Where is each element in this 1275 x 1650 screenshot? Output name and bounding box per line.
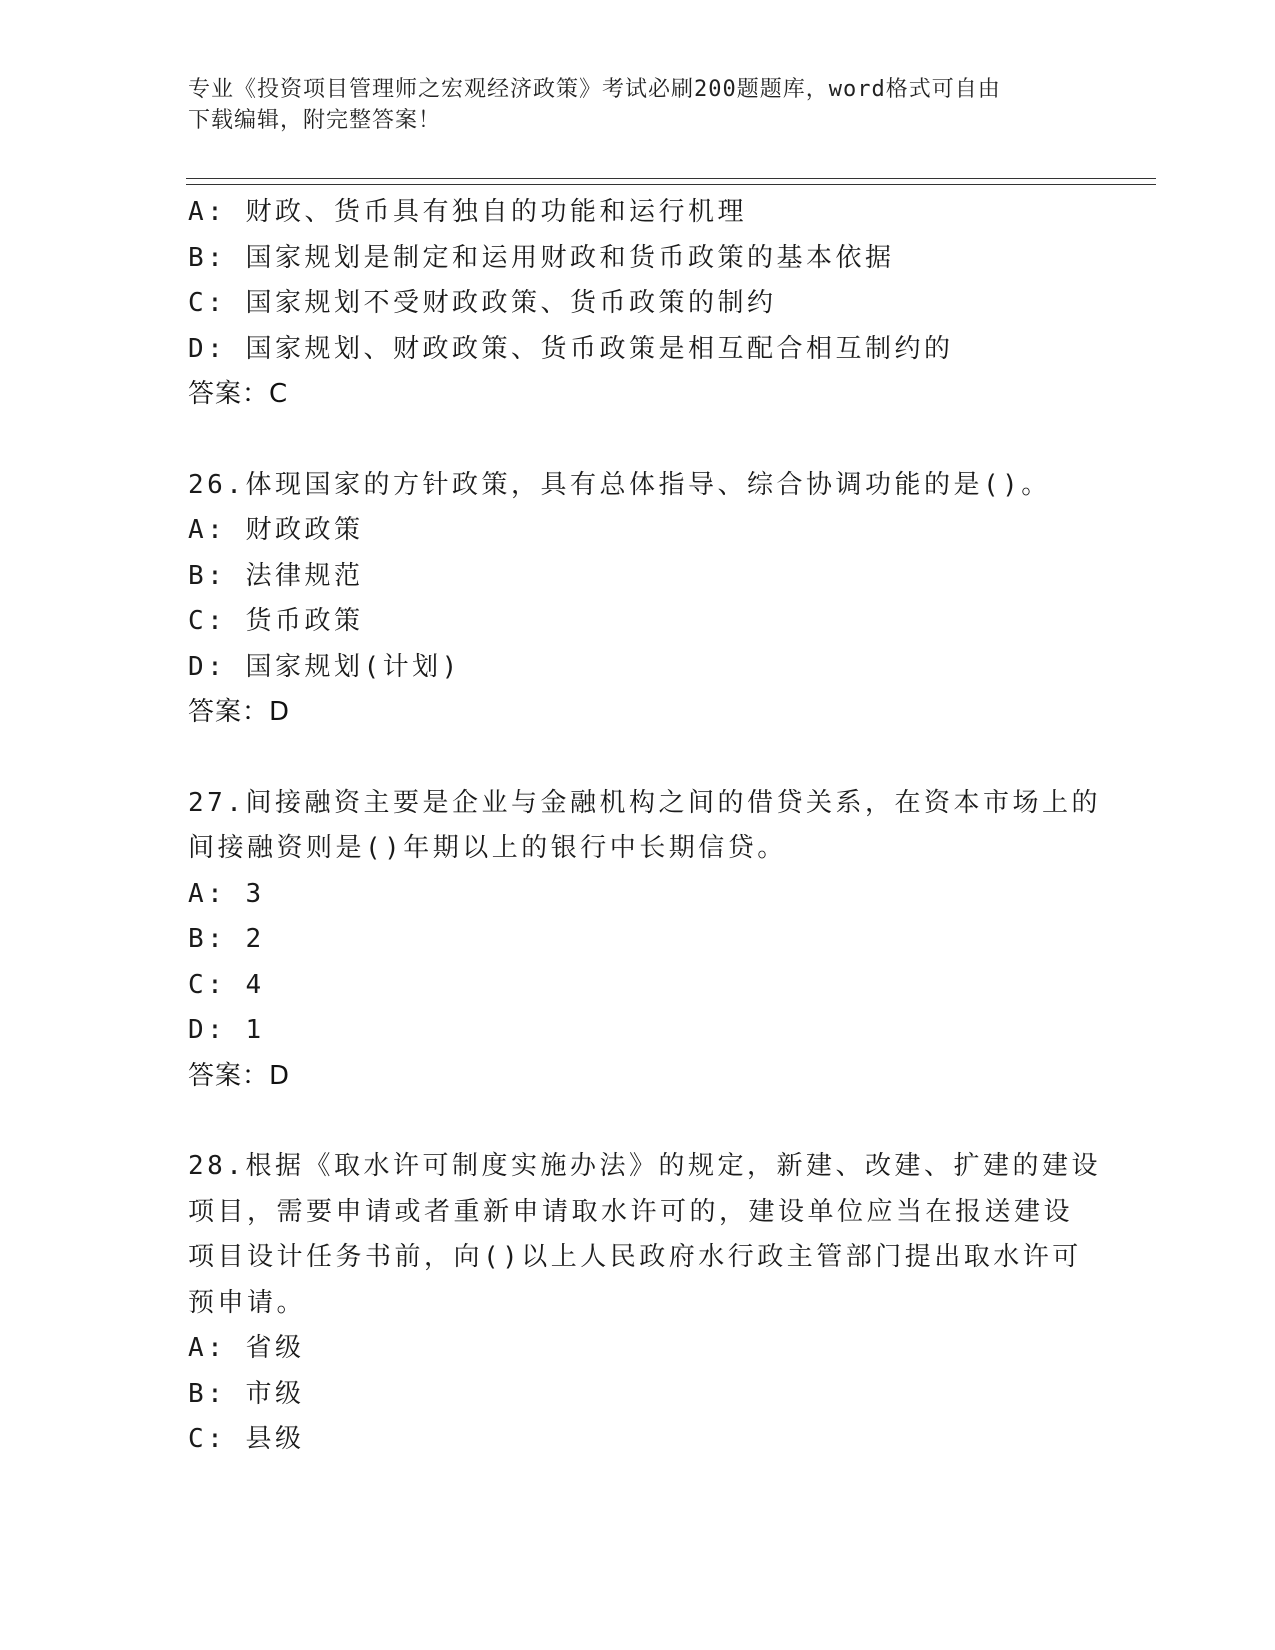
option-a: A: 财政政策 — [188, 515, 364, 545]
option-b: B: 2 — [188, 924, 265, 954]
option-c: C: 县级 — [188, 1424, 305, 1454]
option-c: C: 国家规划不受财政政策、货币政策的制约 — [188, 288, 777, 318]
answer-line: 答案：C — [188, 379, 289, 409]
question-text: 间接融资则是()年期以上的银行中长期信贷。 — [188, 833, 787, 863]
question-25 — [188, 190, 1088, 418]
question-28 — [188, 1144, 1101, 1463]
question-text: 项目，需要申请或者重新申请取水许可的，建设单位应当在报送建设 — [188, 1196, 1074, 1227]
option-d: D: 1 — [188, 1015, 265, 1045]
spacer — [188, 736, 1088, 781]
option-b: B: 市级 — [188, 1378, 305, 1409]
option-b: B: 法律规范 — [188, 560, 364, 591]
question-text: 26.体现国家的方针政策，具有总体指导、综合协调功能的是()。 — [188, 469, 1051, 500]
question-list — [188, 190, 1101, 1463]
option-a: A: 省级 — [188, 1333, 305, 1363]
question-text: 项目设计任务书前，向()以上人民政府水行政主管部门提出取水许可 — [188, 1242, 1082, 1272]
option-c: C: 4 — [188, 969, 265, 1000]
header-line: 专业《投资项目管理师之宏观经济政策》考试必刷200题题库，word格式可自由 — [188, 77, 1001, 102]
question-26 — [188, 463, 1088, 736]
question-text: 27.间接融资主要是企业与金融机构之间的借贷关系，在资本市场上的 — [188, 787, 1101, 818]
option-d: D: 国家规划(计划) — [188, 651, 461, 682]
answer-line: 答案：D — [188, 1060, 291, 1091]
spacer — [188, 1099, 1088, 1144]
document-header — [188, 74, 1068, 136]
option-d: D: 国家规划、财政政策、货币政策是相互配合相互制约的 — [188, 333, 954, 364]
question-text: 预申请。 — [188, 1287, 307, 1318]
header-divider — [186, 178, 1156, 185]
question-27 — [188, 781, 1101, 1100]
header-line: 下载编辑，附完整答案！ — [188, 108, 442, 133]
option-a: A: 3 — [188, 878, 265, 909]
answer-line: 答案：D — [188, 697, 291, 727]
option-a: A: 财政、货币具有独自的功能和运行机理 — [188, 197, 747, 227]
spacer — [188, 418, 1088, 463]
option-c: C: 货币政策 — [188, 606, 364, 636]
option-b: B: 国家规划是制定和运用财政和货币政策的基本依据 — [188, 242, 895, 273]
question-text: 28.根据《取水许可制度实施办法》的规定，新建、改建、扩建的建设 — [188, 1151, 1101, 1181]
